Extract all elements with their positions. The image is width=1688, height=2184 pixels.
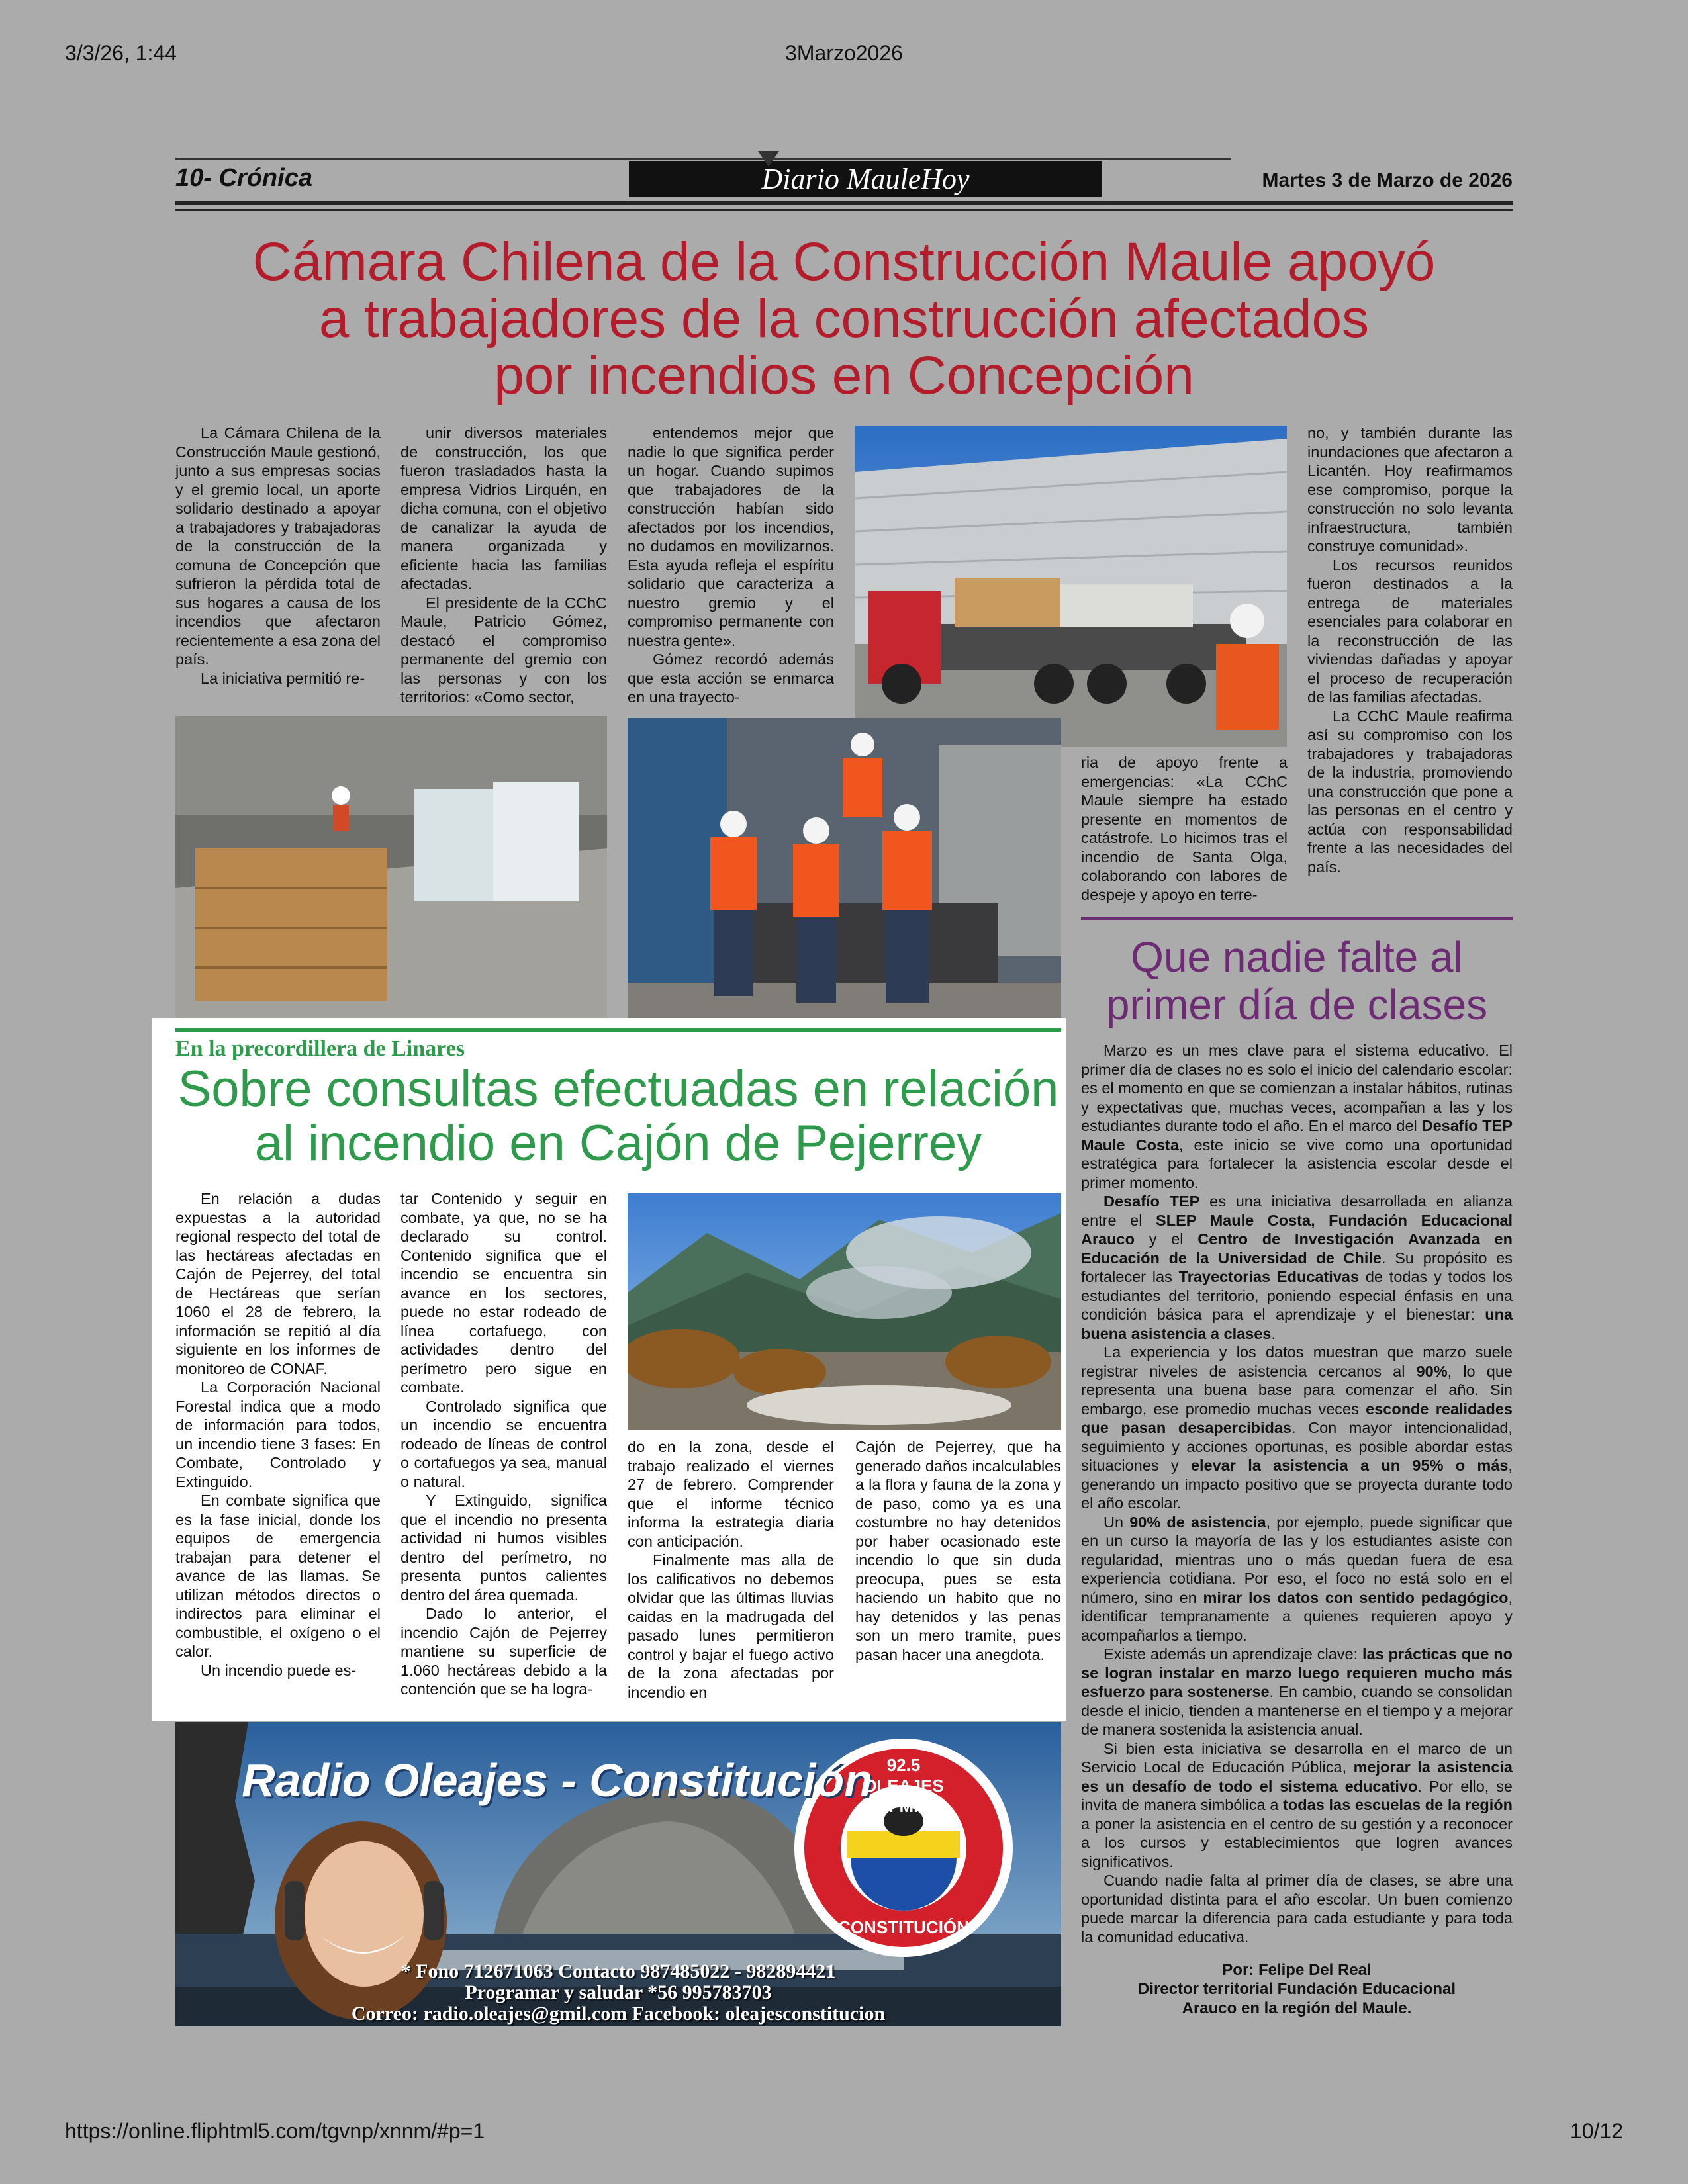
story2-headline (175, 1062, 1061, 1171)
paragraph: unir diversos materiales de construcción, los que fueron trasladados hasta la empresa Vidrios Lirquén, en dicha comuna, con el objetivo de canalizar la ayuda de manera organizada y eficiente hacia las familias afectadas. (400, 424, 607, 592)
signature-line: Por: Felipe Del Real (1222, 1961, 1372, 1979)
paragraph: entendemos mejor que nadie lo que significa perder un hogar. Cuando supimos que trabajadores de la construcción habían sido afectados por los incendios, no dudamos en movilizarnos. Esta ayuda refleja el espíritu solidario que caracteriza a nuestro gremio y el compromiso permanente con nuestra gente». (628, 424, 834, 649)
paragraph: Un incendio puede es- (201, 1661, 357, 1679)
ad-badge-top: 92.5 OLEAJES FM. (863, 1755, 944, 1816)
paragraph: do en la zona, desde el trabajo realizado el viernes 27 de febrero. Comprender que el informe técnico informa la estrategia diaria con anticipación. (628, 1438, 834, 1550)
paragraph: La CChC Maule reafirma así su compromiso con los trabajadores y trabajadoras de la industria, promoviendo una construcción que pone a las personas en el centro y actúa con responsabilidad frente a las necesidades del país. (1307, 707, 1513, 876)
editorial-headline (1081, 933, 1513, 1028)
editorial-paragraph-3: La experiencia y los datos muestran que marzo suele registrar niveles de asistencia cercanos al 90%, lo que representa una buena base para comenzar el año. Sin embargo, ese promedio muchas veces esconde realidades que pasan desapercibidas. Con mayor intencionalidad, seguimiento y acciones oportunas, es posible abordar estas situaciones y elevar la asistencia a un 95% o más, generando un impacto positivo que se proyecta durante todo el año escolar. (1081, 1343, 1513, 1512)
ad-greeting-line: Programar y saludar *56 995783703 (465, 1981, 772, 2003)
editorial-paragraph-2: Desafío TEP es una iniciativa desarrollada en alianza entre el SLEP Maule Costa, Fundación Educacional Arauco y el Centro de Investigación Avanzada en Educación de la Universidad de Chile. Su propósito es fortalecer las Trayectorias Educativas de todas y todos los estudiantes del territorio, poniendo especial énfasis en una condición básica para el aprendizaje y el bienestar: una buena asistencia a clases. (1081, 1193, 1513, 1342)
paragraph: La Cámara Chilena de la Construcción Maule gestionó, junto a sus empresas socias y el gremio local, un aporte solidario destinado a apoyar a trabajadores y trabajadoras de la construcción de la comuna de Concepción que sufrieron la pérdida total de sus hogares a causa de los incendios que afectaron recientemente a esa zona del país. (175, 424, 381, 668)
paragraph: tar Contenido y seguir en combate, ya que, no se ha declarado su control. Contenido significa que el incendio se encuentra sin avance en los sectores, puede no estar rodeado de línea cortafuego, con actividades dentro del perímetro pero sigue en combate. (400, 1190, 607, 1396)
paragraph: ria de apoyo frente a emergencias: «La CChC Maule siempre ha estado presente en momentos de catástrofe. Lo hicimos tras el incendio de Santa Olga, colaborando con labores de despeje y apoyo en terre- (1081, 754, 1288, 903)
paragraph: Los recursos reunidos fueron destinados a la entrega de materiales esenciales para colaborar en la reconstrucción de las viviendas dañadas y apoyar el proceso de recuperación de las familias afectadas. (1307, 556, 1513, 705)
paragraph: Controlado significa que un incendio se encuentra rodeado de líneas de control o cortafuegos ya sea, manual o natural. (400, 1397, 607, 1490)
photo-wildfire-landscape (628, 1193, 1061, 1430)
story1-headline-line: por incendios en Concepción (494, 345, 1194, 406)
newspaper-logo (629, 161, 1102, 197)
ad-contact-line: * Fono 712671063 Contacto 987485022 - 982894421 (400, 1960, 836, 1982)
print-url[interactable]: https://online.fliphtml5.com/tgvnp/xnnm/#p=1 (65, 2119, 485, 2143)
paragraph: En combate significa que es la fase inicial, donde los equipos de emergencia trabajan para detener el avance de las llamas. Se utilizan métodos directos o indirectos para eliminar el combustible, el oxígeno o el calor. (175, 1492, 381, 1660)
editorial-paragraph-1: Marzo es un mes clave para el sistema educativo. El primer día de clases no es solo el inicio del calendario escolar: es el momento en que se comienzan a instalar hábitos, rutinas y expectativas que, muchas veces, acompañan a las y los estudiantes durante todo el año. En el marco del Desafío TEP Maule Costa, este inicio se vive como una oportunidad estratégica para fortalecer la asistencia escolar desde el primer momento. (1081, 1042, 1513, 1191)
editorial-paragraph-5: Existe además un aprendizaje clave: las prácticas que no se logran instalar en marzo luego requieren mucho más esfuerzo para sostenerse. En cambio, cuando se consolidan desde el inicio, tienden a mantenerse en el tiempo y a mejorar de manera sostenida la asistencia anual. (1081, 1645, 1513, 1738)
masthead-rule (175, 158, 1231, 160)
ad-title: Radio Oleajes - Constitución (242, 1754, 872, 1806)
editorial-paragraph-4: Un 90% de asistencia, por ejemplo, puede significar que en un curso la mayoría de las y los estudiantes asiste con regularidad, mientras uno o más quedan fuera de esa experiencia cotidiana. Por eso, el foco no está solo en el número, sino en mirar los datos con sentido pedagógico, identificar tempranamente a quienes requieren apoyo y acompañarlos a tiempo. (1081, 1513, 1513, 1644)
editorial-headline-line: Que nadie falte al (1131, 933, 1463, 981)
editorial-rule (1081, 917, 1513, 920)
issue-date: Martes 3 de Marzo de 2026 (1262, 169, 1513, 191)
story1-headline-line: a trabajadores de la construcción afectados (318, 289, 1370, 349)
story1-col3 (628, 424, 834, 707)
signature-line: Arauco en la región del Maule. (1182, 1999, 1412, 2017)
story2-headline-line: Sobre consultas efectuadas en relación (177, 1061, 1059, 1117)
radio-ad-banner (175, 1722, 1061, 2026)
print-doc-title: 3Marzo2026 (785, 41, 903, 65)
story1-col5 (1307, 424, 1513, 876)
editorial-paragraph-7: Cuando nadie falta al primer día de clases, se abre una oportunidad distinta para el año escolar. Un buen comienzo puede marcar la diferencia para cada estudiante y para toda la comunidad educativa. (1081, 1872, 1513, 1946)
story1-col4 (1081, 753, 1288, 904)
story2-kicker: En la precordillera de Linares (175, 1036, 465, 1061)
paragraph: Cajón de Pejerrey, que ha generado daños incalculables a la flora y fauna de la zona y de paso, como ya es una costumbre no hay detenidos por haber ocasionado este incendio lo que sin duda preocupa, pues se esta haciendo un habito que no hay detenidos y las penas son un mero tramite, pues pasan hacer una anegdota. (855, 1438, 1061, 1663)
story2-col2 (400, 1189, 607, 1699)
paragraph: Y Extinguido, significa que el incendio no presenta actividad ni humos visibles dentro del perímetro, no presenta puntos calientes dentro del área quemada. (400, 1492, 607, 1604)
section-label: 10- Crónica (175, 164, 312, 192)
masthead-rule-thick (175, 201, 1513, 205)
paragraph: Finalmente mas alla de los calificativos no debemos olvidar que las últimas lluvias caidas en la madrugada del pasado lunes permitieron control y bajar el fuego activo de la zona afectadas por incendio en (628, 1551, 834, 1701)
paragraph: En relación a dudas expuestas a la autoridad regional respecto del total de las hectáreas afectadas en Cajón de Pejerrey, del total de Hectáreas que serían 1060 el 28 de febrero, la información se repitió al día siguiente en los informes de monitoreo de CONAF. (175, 1190, 381, 1377)
ad-email-line: Correo: radio.oleajes@gmil.com Facebook: oleajesconstitucion (351, 2003, 886, 2025)
photo-workers-unloading (628, 718, 1061, 1018)
photo-warehouse-materials (175, 716, 607, 1018)
story1-col2 (400, 424, 607, 707)
logo-notch (758, 151, 779, 167)
story2-col3 (628, 1437, 834, 1702)
editorial-paragraph-6: Si bien esta iniciativa se desarrolla en el marco de un Servicio Local de Educación Pública, mejorar la asistencia es un desafío de todo el sistema educativo. Por ello, se invita de manera simbólica a todas las escuelas de la región a poner la asistencia en el centro de su gestión y a reconocer a los cursos y establecimientos que logren avances significativos. (1081, 1739, 1513, 1870)
print-page-indicator: 10/12 (1570, 2119, 1623, 2143)
masthead-rule-thin (175, 209, 1513, 211)
paragraph: La Corporación Nacional Forestal indica que a modo de información para todos, un incendio tiene 3 fases: En Combate, Controlado y Extinguido. (175, 1379, 381, 1490)
paragraph: La iniciativa permitió re- (201, 669, 365, 687)
story2-headline-line: al incendio en Cajón de Pejerrey (254, 1115, 982, 1171)
paragraph: Gómez recordó además que esta acción se enmarca en una trayecto- (628, 651, 834, 705)
editorial-signature (1081, 1960, 1513, 2018)
paragraph: Dado lo anterior, el incendio Cajón de Pejerrey mantiene su superficie de 1.060 hectáreas debido a la contención que se ha logra- (400, 1605, 607, 1698)
logo-text: Diario MauleHoy (761, 163, 970, 195)
story2-col1 (175, 1189, 381, 1680)
ad-badge-bottom: CONSTITUCIÓN (838, 1917, 969, 1937)
story1-headline (175, 234, 1513, 404)
editorial-headline-line: primer día de clases (1105, 981, 1488, 1028)
editorial-body (1081, 1041, 1513, 1946)
print-timestamp: 3/3/26, 1:44 (65, 41, 177, 65)
story2-rule (175, 1028, 1061, 1032)
paragraph: El presidente de la CChC Maule, Patricio Gómez, destacó el compromiso permanente del gremio con las personas y con los territorios: «Como sector, (400, 594, 607, 705)
story2-col4 (855, 1437, 1061, 1664)
signature-line: Director territorial Fundación Educacional (1137, 1980, 1456, 1998)
story1-headline-line: Cámara Chilena de la Construcción Maule apoyó (252, 232, 1436, 292)
paragraph: no, y también durante las inundaciones que afectaron a Licantén. Hoy reafirmamos ese compromiso, porque la construcción no solo levanta infraestructura, también construye comunidad». (1307, 424, 1513, 555)
photo-truck-loading (855, 426, 1287, 747)
story1-col1 (175, 424, 381, 688)
